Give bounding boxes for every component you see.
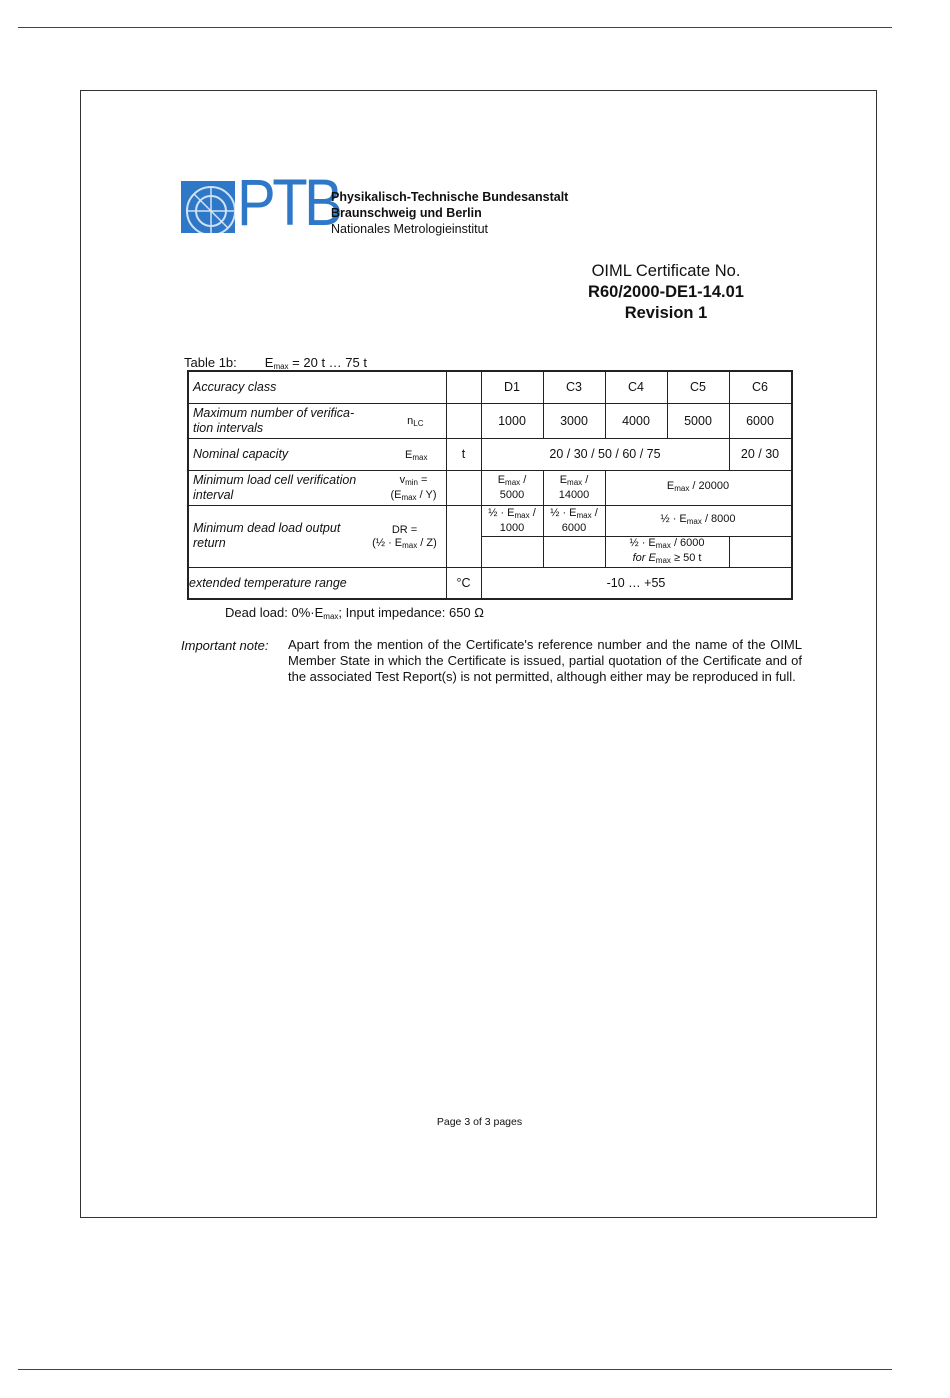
table-row-dr	[188, 505, 792, 536]
institute-line-1: Physikalisch-Technische Bundesanstalt	[331, 190, 569, 204]
temperature-label: extended temperature range	[188, 567, 446, 599]
intervals-label: Maximum number of verifica-tion intervals $n_{LC}$	[188, 403, 446, 438]
top-rule	[18, 27, 892, 28]
dr-d1-empty	[481, 536, 543, 567]
table-row-intervals	[188, 403, 792, 438]
dr-label: Minimum dead load output return DR = (½ · $E_{max} / Z$)	[188, 505, 446, 567]
accuracy-c3: C3	[543, 371, 605, 403]
certificate-revision: Revision 1	[624, 304, 708, 322]
dr-c3: ½ · $E_{max}$ / 6000	[543, 505, 605, 536]
intervals-c6: 6000	[729, 403, 792, 438]
intervals-c5: 5000	[667, 403, 729, 438]
vmin-label: Minimum load cell verification interval $v_{min}$ = $(E_{max} / Y)$	[188, 470, 446, 505]
dr-c4-c6: ½ · $E_{max} / 8000$	[605, 505, 792, 536]
capacity-value-c6: 20 / 30	[729, 438, 792, 470]
page-number: Page 3 of 3 pages	[436, 1116, 523, 1128]
institute-line-2: Braunschweig und Berlin	[331, 206, 482, 220]
accuracy-d1: D1	[481, 371, 543, 403]
dead-load-note: Dead load: $0\%\cdot E_{max}$; Input impedance: 650 Ω	[225, 605, 484, 621]
vmin-c3: $E_{max}$ / 14000	[543, 470, 605, 505]
table-caption-label: Table 1b:	[184, 355, 237, 370]
important-note-label: Important note:	[181, 638, 269, 653]
accuracy-c6: C6	[729, 371, 792, 403]
certificate-number: R60/2000-DE1-14.01	[588, 283, 744, 301]
dr-c3-empty	[543, 536, 605, 567]
vmin-unit	[446, 470, 481, 505]
table-row-vmin	[188, 470, 792, 505]
temperature-value: -10 … +55	[481, 567, 792, 599]
capacity-value-main: 20 / 30 / 50 / 60 / 75	[481, 438, 729, 470]
dr-d1: ½ · $E_{max}$ / 1000	[481, 505, 543, 536]
intervals-c4: 4000	[605, 403, 667, 438]
vmin-symbol: $v_{min}$ = $(E_{max} / Y)$	[390, 473, 437, 502]
bottom-rule	[18, 1369, 892, 1370]
dr-unit	[446, 505, 481, 567]
ptb-institute-name	[331, 189, 568, 237]
accuracy-c4: C4	[605, 371, 667, 403]
table-caption-range: $E_{max} = 20$ t … 75 t	[264, 355, 367, 371]
certificate-header	[581, 261, 751, 324]
table-caption	[184, 355, 367, 371]
capacity-unit: t	[446, 438, 481, 470]
capacity-symbol: $E_{max}$	[405, 448, 428, 462]
important-note-text: Apart from the mention of the Certificate's reference number and the name of the OIML Member State in which the Certificate is issued, partial quotation of the Certificate and of the associated Test Report(s) is not permitted, although either may be reproduced in full.	[288, 637, 802, 684]
temperature-unit: °C	[446, 567, 481, 599]
vmin-c4-c6: $E_{max} / 20000$	[605, 470, 792, 505]
certificate-title: OIML Certificate No.	[591, 262, 741, 280]
intervals-unit	[446, 403, 481, 438]
institute-line-3: Nationales Metrologieinstitut	[331, 222, 489, 236]
ptb-emblem-icon	[181, 181, 235, 233]
table-row-accuracy	[188, 371, 792, 403]
dr-c6-empty	[729, 536, 792, 567]
table-row-capacity	[188, 438, 792, 470]
vmin-d1: $E_{max}$ / 5000	[481, 470, 543, 505]
accuracy-c5: C5	[667, 371, 729, 403]
capacity-label: Nominal capacity $E_{max}$	[188, 438, 446, 470]
intervals-c3: 3000	[543, 403, 605, 438]
dr-c4-c5-large: ½ · $E_{max} / 6000$ for $E_{max} \ge 50$ t	[605, 536, 729, 567]
specification-table	[187, 370, 793, 600]
intervals-d1: 1000	[481, 403, 543, 438]
accuracy-label: Accuracy class	[188, 371, 446, 403]
document-page	[80, 90, 877, 1218]
table-row-temperature	[188, 567, 792, 599]
accuracy-unit	[446, 371, 481, 403]
ptb-wordmark: PTB	[237, 165, 340, 239]
dr-symbol: DR = (½ · $E_{max} / Z$)	[372, 523, 437, 550]
intervals-symbol: $n_{LC}$	[407, 414, 424, 428]
ptb-logo	[181, 165, 581, 239]
